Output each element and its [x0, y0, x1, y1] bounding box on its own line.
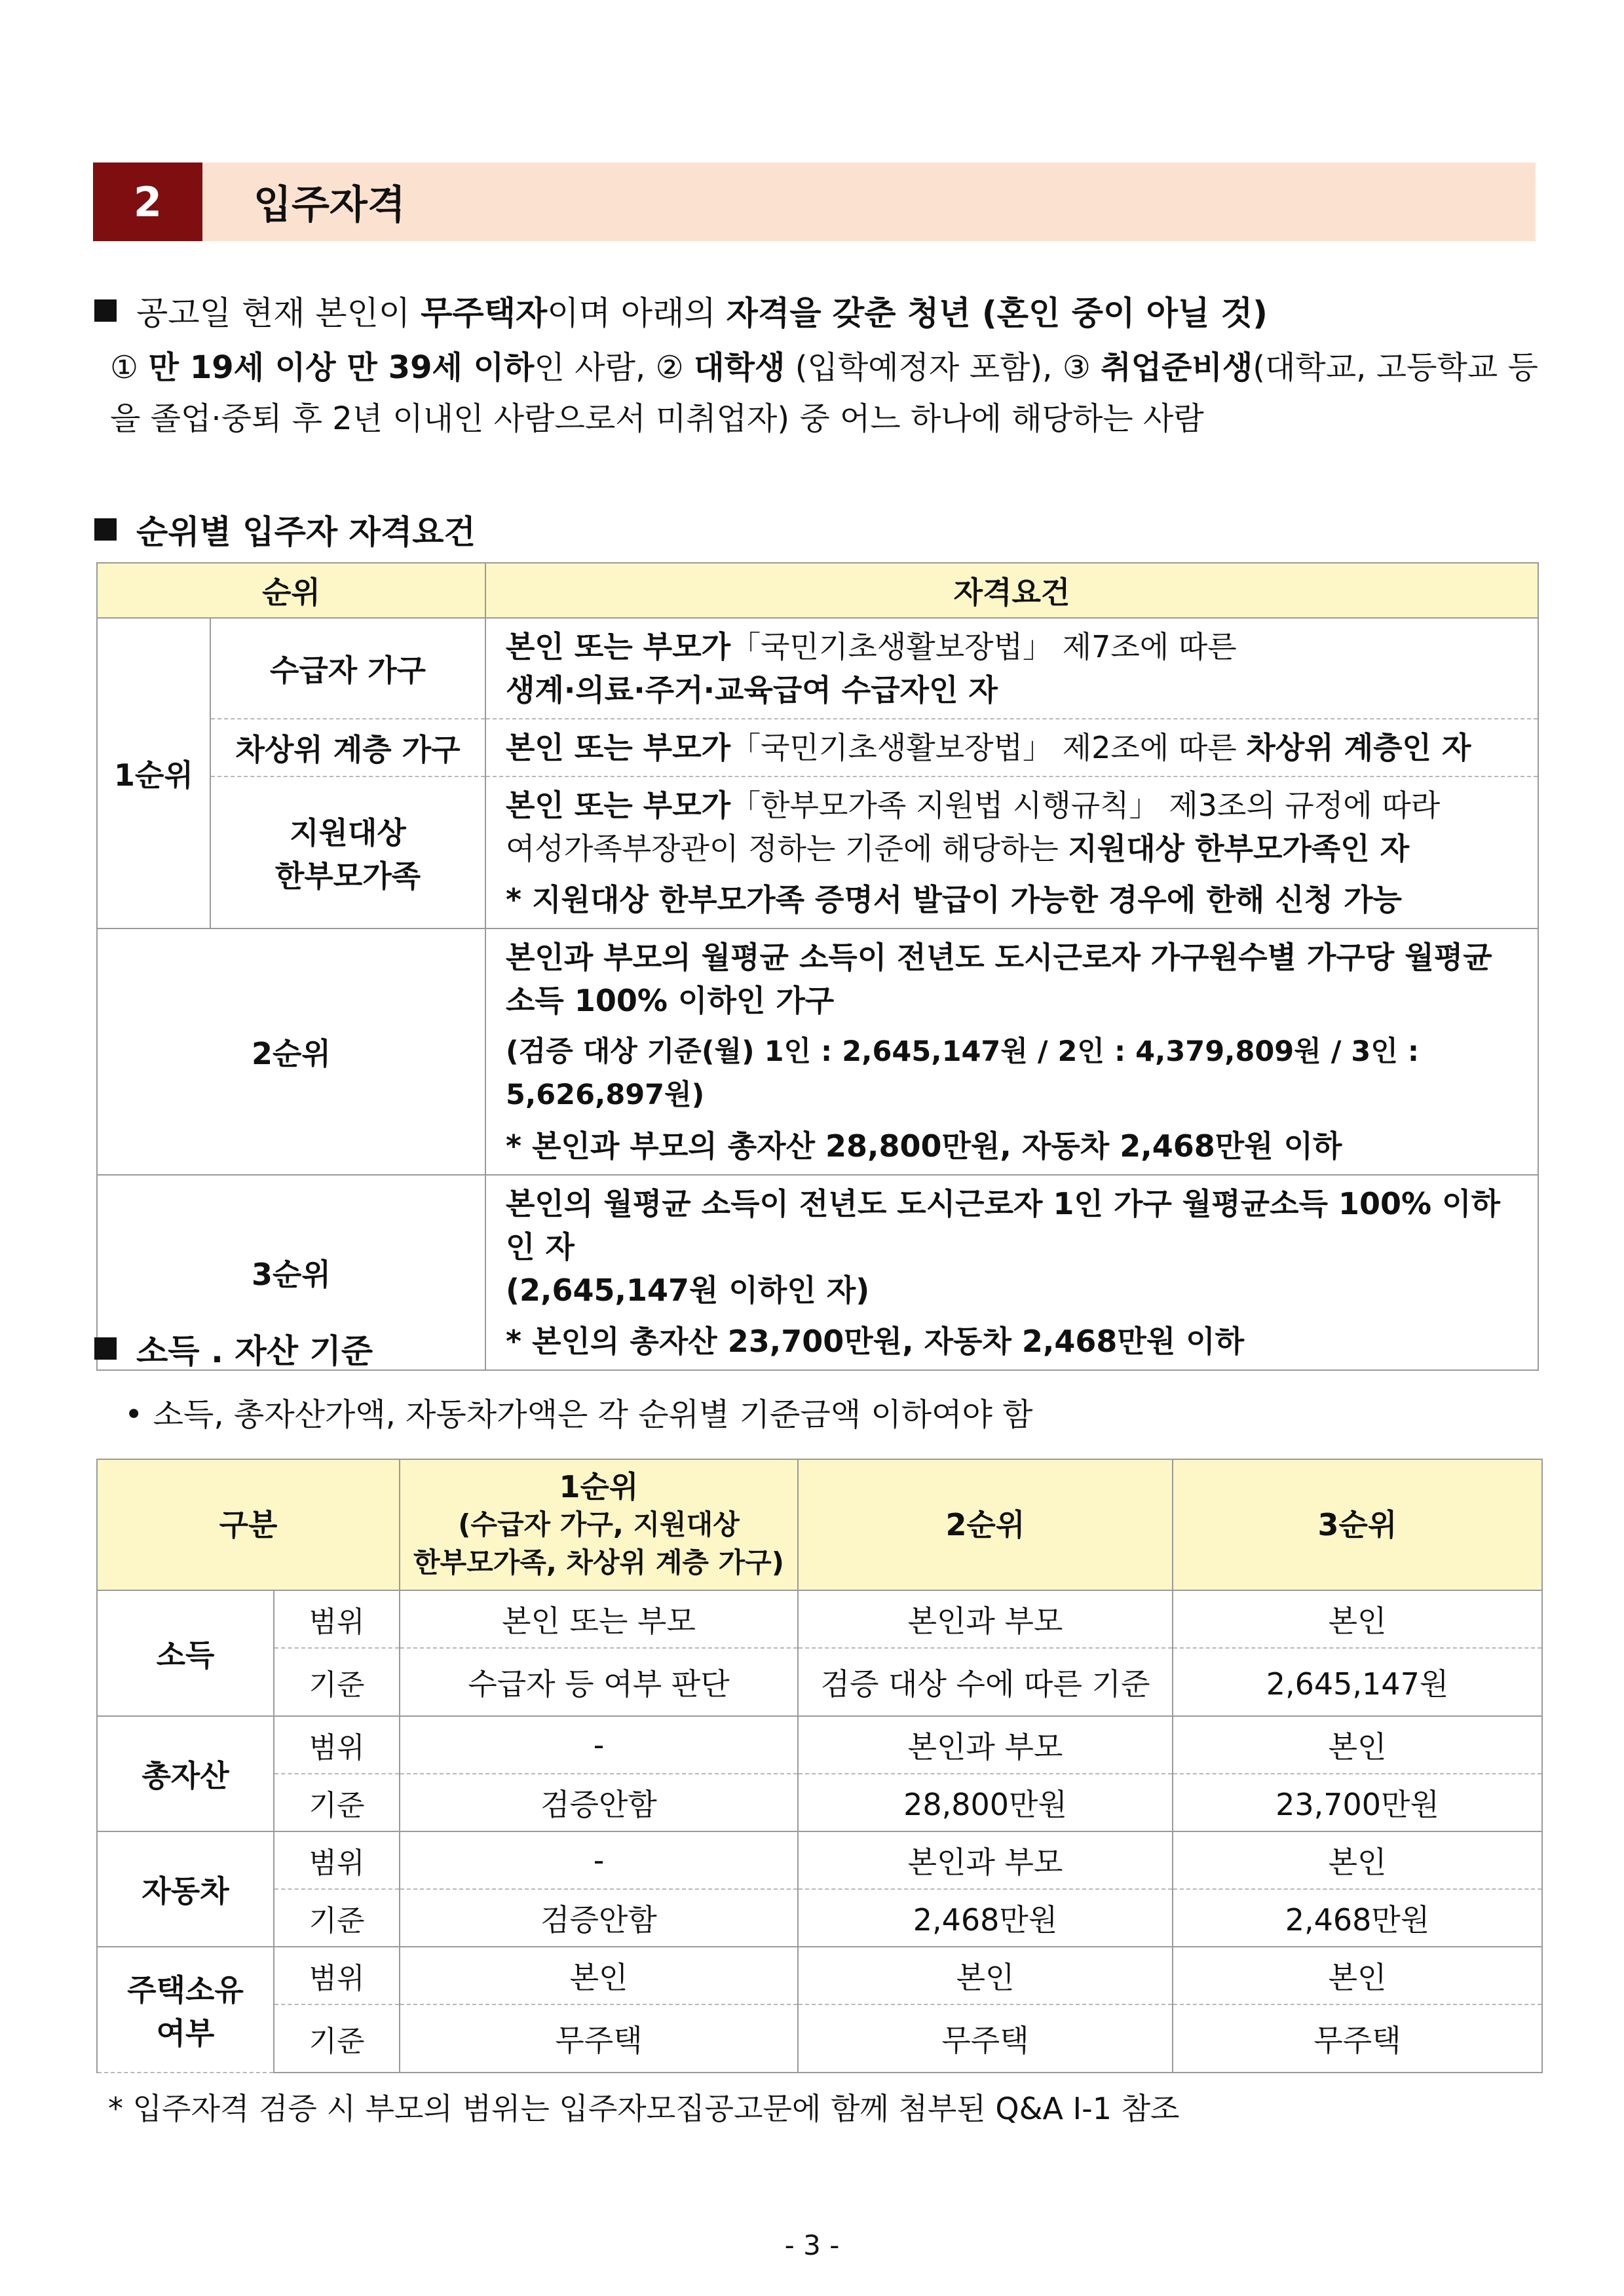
- intro-youth: 자격을 갖춘 청년: [726, 294, 971, 332]
- r3-line-2: (2,645,147원 이하인 자): [506, 1272, 870, 1308]
- rank3-cell: 3순위: [97, 1175, 485, 1370]
- r1b-req: [485, 719, 1538, 776]
- cond-3-num: (입학예정자 포함), ③: [785, 349, 1101, 386]
- assets-heading-text: 소득 . 자산 기준: [136, 1332, 373, 1370]
- r1c-label: [210, 776, 485, 928]
- income-scope-r1: 본인 또는 부모: [400, 1590, 798, 1648]
- total-scope-label: 범위: [274, 1716, 400, 1774]
- table-row: [97, 1459, 1542, 1590]
- table-row: [97, 1648, 1542, 1716]
- square-bullet-icon: [94, 1337, 117, 1360]
- intro-text-2: 이며 아래의: [547, 294, 727, 332]
- r1b-label: 차상위 계층 가구: [210, 719, 485, 776]
- footnote: * 입주자격 검증 시 부모의 범위는 입주자모집공고문에 함께 첨부된 Q&A Ⅰ-1 참조: [108, 2091, 1180, 2126]
- house-basis-r1: 무주택: [400, 2004, 798, 2073]
- ranking-table: [96, 562, 1539, 1371]
- section-title: 입주자격: [254, 182, 406, 228]
- total-scope-r1: -: [400, 1716, 798, 1774]
- r1c-label-2: 한부모가족: [274, 858, 421, 894]
- house-scope-r3: 본인: [1173, 1947, 1542, 2004]
- income-scope-r2: 본인과 부모: [798, 1590, 1173, 1648]
- intro-homeless: 무주택자: [421, 294, 548, 332]
- cond-age: 만 19세 이상 만 39세 이하: [148, 349, 535, 386]
- total-basis-r2: 28,800만원: [798, 1774, 1173, 1831]
- car-label: 자동차: [97, 1831, 274, 1947]
- assets-bullet-text: 소득, 총자산가액, 자동차가액은 각 순위별 기준금액 이하여야 함: [153, 1396, 1033, 1433]
- car-basis-label: 기준: [274, 1889, 400, 1947]
- income-basis-r2: 검증 대상 수에 따른 기준: [798, 1648, 1173, 1716]
- table-row: [97, 719, 1538, 776]
- car-basis-r3: 2,468만원: [1173, 1889, 1542, 1947]
- intro-unmarried: (혼인 중이 아닐 것): [970, 294, 1268, 332]
- r1a-subject: 본인 또는 부모가: [506, 629, 731, 664]
- table-row: [97, 618, 1538, 719]
- income-basis-r3: 2,645,147원: [1173, 1648, 1542, 1716]
- section-header: [93, 163, 1536, 241]
- house-label: [97, 1947, 274, 2073]
- income-basis-label: 기준: [274, 1648, 400, 1716]
- h-rank1: [400, 1459, 798, 1590]
- r1a-req: [485, 618, 1538, 719]
- total-scope-r2: 본인과 부모: [798, 1716, 1173, 1774]
- ranking-heading: [94, 506, 476, 553]
- table-row: [97, 776, 1538, 928]
- r2-line-2: 소득 100% 이하인 가구: [506, 983, 835, 1018]
- table-row: [97, 1774, 1542, 1831]
- total-basis-r3: 23,700만원: [1173, 1774, 1542, 1831]
- col-req-header: 자격요건: [485, 563, 1538, 618]
- r1a-label: 수급자 가구: [210, 618, 485, 719]
- ranking-heading-text: 순위별 입주자 자격요건: [136, 513, 476, 551]
- r1c-note: * 지원대상 한부모가족 증명서 발급이 가능한 경우에 한해 신청 가능: [506, 882, 1402, 917]
- cond-1-num: ①: [110, 349, 149, 386]
- income-scope-r3: 본인: [1173, 1590, 1542, 1648]
- cond-2-num: 인 사람, ②: [534, 349, 694, 386]
- car-scope-r1: -: [400, 1831, 798, 1889]
- r3-note: * 본인의 총자산 23,700만원, 자동차 2,468만원 이하: [506, 1324, 1245, 1359]
- assets-bullet: [124, 1389, 1032, 1434]
- r1a-benefit: 생계·의료·주거·교육급여 수급자인 자: [506, 672, 998, 708]
- house-basis-r2: 무주택: [798, 2004, 1173, 2073]
- total-basis-label: 기준: [274, 1774, 400, 1831]
- h-rank1-sub2: 한부모가족, 차상위 계층 가구): [413, 1546, 784, 1578]
- cond-jobseeker: 취업준비생: [1101, 349, 1253, 386]
- h-rank2: 2순위: [798, 1459, 1173, 1590]
- car-scope-label: 범위: [274, 1831, 400, 1889]
- r2-req: [485, 928, 1538, 1175]
- car-scope-r3: 본인: [1173, 1831, 1542, 1889]
- h-rank3: 3순위: [1173, 1459, 1542, 1590]
- r1b-class: 차상위 계층인 자: [1246, 730, 1471, 765]
- car-basis-r1: 검증안함: [400, 1889, 798, 1947]
- r1c-label-1: 지원대상: [290, 815, 406, 851]
- table-row: [97, 928, 1538, 1175]
- income-basis-r1: 수급자 등 여부 판단: [400, 1648, 798, 1716]
- r1b-subject: 본인 또는 부모가: [506, 730, 731, 765]
- square-bullet-icon: [94, 518, 117, 541]
- h-rank1-sub1: (수급자 가구, 지원대상: [458, 1508, 740, 1540]
- page-number: - 3 -: [784, 2229, 840, 2261]
- house-label-1: 주택소유: [127, 1972, 244, 2008]
- rank2-cell: 2순위: [97, 928, 485, 1175]
- table-row: [97, 1889, 1542, 1947]
- intro-line: [94, 287, 1268, 334]
- intro-conditions: [110, 342, 1538, 444]
- r3-req: [485, 1175, 1538, 1370]
- table-row: [97, 1831, 1542, 1889]
- house-label-2: 여부: [156, 2016, 215, 2051]
- r1b-law: 「국민기초생활보장법」 제2조에 따른: [730, 730, 1247, 765]
- assets-table: [96, 1459, 1543, 2073]
- assets-heading: [94, 1325, 373, 1372]
- house-scope-r2: 본인: [798, 1947, 1173, 2004]
- income-label: 소득: [97, 1590, 274, 1716]
- r1c-family: 지원대상 한부모가족인 자: [1068, 831, 1410, 866]
- table-row: [97, 1947, 1542, 2004]
- total-label: 총자산: [97, 1716, 274, 1831]
- r1c-subject: 본인 또는 부모가: [506, 788, 731, 823]
- r1c-law: 「한부모가족 지원법 시행규칙」 제3조의 규정에 따라: [730, 788, 1441, 823]
- h-rank1-title: 1순위: [559, 1469, 639, 1504]
- rank1-cell: 1순위: [97, 618, 210, 928]
- income-scope-label: 범위: [274, 1590, 400, 1648]
- table-row: [97, 1590, 1542, 1648]
- table-row: [97, 563, 1538, 618]
- house-basis-r3: 무주택: [1173, 2004, 1542, 2073]
- col-rank-header: 순위: [97, 563, 485, 618]
- r2-note: * 본인과 부모의 총자산 28,800만원, 자동차 2,468만원 이하: [506, 1128, 1342, 1164]
- cond-student: 대학생: [694, 349, 785, 386]
- cond-jobseeker-detail: (대학교, 고등학교 등을 졸업·중퇴 후 2년 이내인 사람으로서 미취업자) 중 어느 하나에 해당하는 사람: [110, 349, 1538, 437]
- r1c-req: [485, 776, 1538, 928]
- section-number: 2: [93, 163, 202, 241]
- car-scope-r2: 본인과 부모: [798, 1831, 1173, 1889]
- r1c-text: 여성가족부장관이 정하는 기준에 해당하는: [506, 831, 1068, 866]
- house-scope-r1: 본인: [400, 1947, 798, 2004]
- square-bullet-icon: [94, 299, 117, 322]
- dot-bullet-icon: •: [124, 1396, 143, 1433]
- house-scope-label: 범위: [274, 1947, 400, 2004]
- total-scope-r3: 본인: [1173, 1716, 1542, 1774]
- intro-text-1: 공고일 현재 본인이: [136, 294, 421, 332]
- r1a-law: 「국민기초생활보장법」 제7조에 따른: [730, 629, 1237, 664]
- table-row: [97, 2004, 1542, 2073]
- table-row: [97, 1716, 1542, 1774]
- total-basis-r1: 검증안함: [400, 1774, 798, 1831]
- h-gubun: 구분: [97, 1459, 400, 1590]
- house-basis-label: 기준: [274, 2004, 400, 2073]
- r2-line-3: (검증 대상 기준(월) 1인 : 2,645,147원 / 2인 : 4,379,809원 / 3인 : 5,626,897원): [506, 1035, 1420, 1111]
- r3-line-1: 본인의 월평균 소득이 전년도 도시근로자 1인 가구 월평균소득 100% 이하인 자: [506, 1186, 1501, 1265]
- car-basis-r2: 2,468만원: [798, 1889, 1173, 1947]
- intro-text: [136, 287, 1268, 334]
- r2-line-1: 본인과 부모의 월평균 소득이 전년도 도시근로자 가구원수별 가구당 월평균: [506, 940, 1492, 975]
